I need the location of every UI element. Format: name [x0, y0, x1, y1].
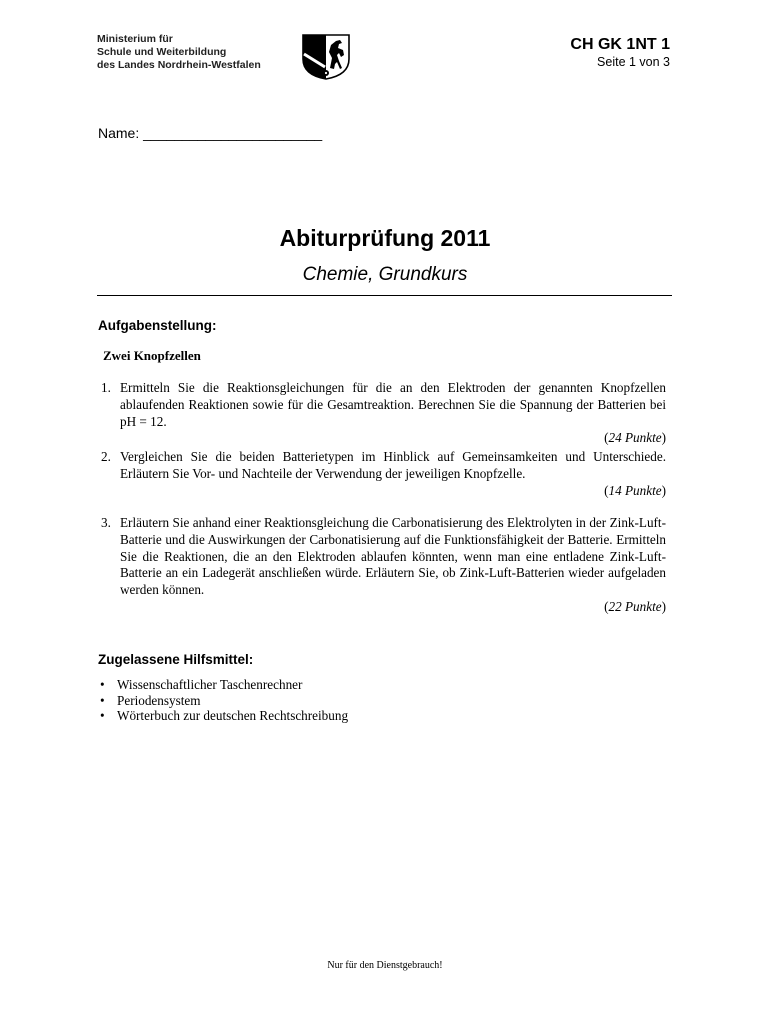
- ministry-line: des Landes Nordrhein-Westfalen: [97, 59, 261, 71]
- ministry-name: [97, 33, 261, 72]
- aids-list-item: • Periodensystem: [98, 693, 348, 709]
- task-points-value: 24 Punkte: [608, 430, 662, 446]
- ministry-line: Ministerium für: [97, 33, 173, 45]
- task-number: 1.: [101, 380, 111, 395]
- task-text: Vergleichen Sie die beiden Batterietypen im Hinblick auf Gemeinsamkeiten und Unterschiede. Erläutern Sie Vor- und Nachteile der Verwendung der jeweiligen Knopfzelle.: [120, 449, 666, 481]
- tasks-heading: Aufgabenstellung:: [98, 318, 217, 333]
- aids-heading: Zugelassene Hilfsmittel:: [98, 652, 254, 667]
- nrw-coat-of-arms-icon: [300, 31, 352, 81]
- aids-list-item: • Wörterbuch zur deutschen Rechtschreibung: [98, 708, 348, 724]
- task-item: [98, 449, 666, 499]
- footer-note: Nur für den Dienstgebrauch!: [327, 960, 443, 971]
- title-divider: [97, 295, 672, 296]
- task-points: (24 Punkte): [604, 430, 666, 446]
- page-subtitle: Chemie, Grundkurs: [302, 264, 468, 285]
- task-points-value: 22 Punkte: [608, 598, 662, 614]
- task-number: 2.: [101, 449, 111, 464]
- task-item: [98, 380, 666, 447]
- ministry-line: Schule und Weiterbildung: [97, 46, 227, 58]
- name-line: Name: _______________________: [98, 125, 323, 141]
- task-text: Ermitteln Sie die Reaktionsgleichungen für die an den Elektroden der genannten Knopfzellen ablaufenden Reaktionen sowie für die Gesamtreaktion. Berechnen Sie die Spannung der Batterien bei pH = 12.: [120, 380, 666, 429]
- aids-list-item: • Wissenschaftlicher Taschenrechner: [98, 677, 348, 693]
- task-text: Erläutern Sie anhand einer Reaktionsgleichung die Carbonatisierung des Elektrolyten in der Zink-Luft-Batterie und die Auswirkungen der Carbonatisierung auf die Funktionsfähigkeit der Batterie. Ermitteln Sie die Reaktionen, die an den Elektroden ablaufen könnten, wenn man eine entladene Zink-Luft-Batterie an ein Ladegerät anschließen würde. Erläutern Sie, ob Zink-Luft-Batterien wieder aufgeladen werden können.: [120, 515, 666, 598]
- page-info: Seite 1 von 3: [597, 55, 670, 69]
- task-points-value: 14 Punkte: [608, 482, 662, 498]
- exam-code: CH GK 1NT 1: [570, 36, 670, 53]
- task-points: (14 Punkte): [604, 482, 666, 498]
- page-title: Abiturprüfung 2011: [279, 225, 491, 251]
- tasks-subtitle: Zwei Knopfzellen: [103, 348, 201, 363]
- task-points: (22 Punkte): [604, 598, 666, 614]
- aids-list: [98, 677, 348, 724]
- task-item: [98, 515, 666, 616]
- task-number: 3.: [101, 515, 111, 530]
